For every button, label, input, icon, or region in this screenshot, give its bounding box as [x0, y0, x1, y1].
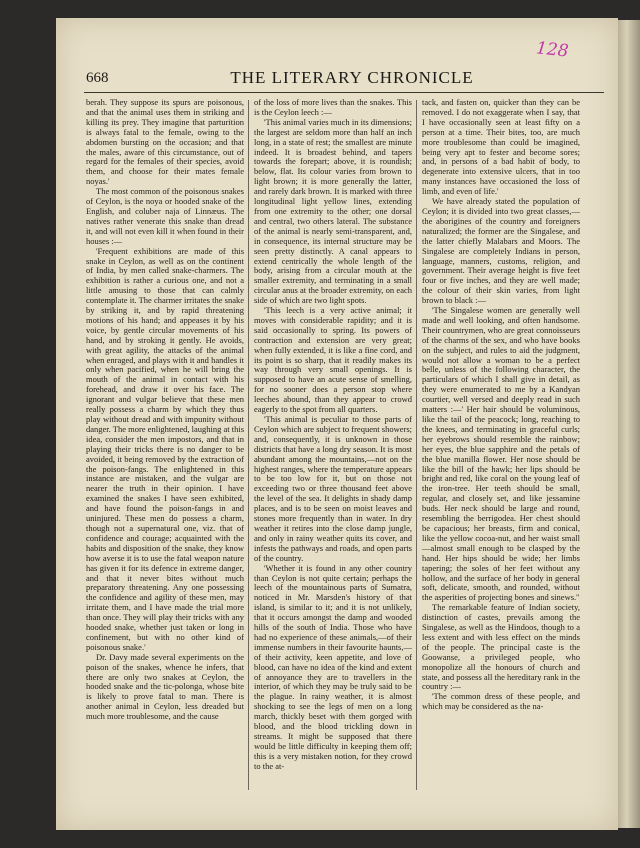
paragraph: 'The Singalese women are generally well made and well looking, and often handsome. Their countrymen, who are great connoisseurs of the charms of the sex, and who have books on the subject, and rules to aid the judgment, would not allow a woman to be a perfect belle, unless of the following character, the particulars of which I shall give in detail, as they were enumerated to me by a Kandyan courtier, well versed and deeply read in such matters :—' Her hair should be voluminous, like the tail of the peacock; long, reaching to the knees, and terminating in graceful curls; her eyebrows should resemble the rainbow; her eyes, the blue sapphire and the petals of the blue manilla flower. Her nose should be like the bill of the hawk; her lips should be bright and red, like coral on the young leaf of the iron-tree. Her teeth should be small, regular, and closely set, and like jessamine buds. Her neck should be large and round, resembling the berrigodea. Her chest should be capacious; her breasts, firm and conical, like the yellow cocoa-nut, and her waist small—almost small enough to be clasped by the hand. Her hips should be wide; her limbs tapering; the soles of her feet without any hollow, and the surface of her body in general soft, delicate, smooth, and rounded, without the asperities of projecting bones and sinews.'' [422, 305, 580, 603]
paragraph: tack, and fasten on, quicker than they can be removed. I do not exaggerate when I say, that I have occasionally seen at least fifty on a person at a time. Their bites, too, are much more troublesome than could be imagined, being very apt to fester and become sores; and, in persons of a bad habit of body, to degenerate into extensive ulcers, that in too many instances have occasioned the loss of limb, and even of life.' [422, 97, 580, 197]
paragraph: 'Frequent exhibitions are made of this snake in Ceylon, as well as on the continent of India, by men called snake-charmers. The exhibition is rather a curious one, and not a little amusing to those that can calmly contemplate it. The charmer irritates the snake by striking it, and by rapid threatening motions of his hand; and appeases it by his voice, by gentle circular movements of his hand, and by stroking it gently. He avoids, with great agility, the attacks of the animal when enraged, and plays with it and handles it only when pacified, when he will bring the mouth of the animal in contact with his forehead, and draw it over his face. The ignorant and vulgar believe that these men really possess a charm by which they thus play without dread and with impunity without danger. The more enlightened, laughing at this idea, consider the men impostors, and that in playing their tricks there is no danger to be avoided, it being removed by the extraction of the poison-fangs. The enlightened in this instance are mistaken, and the vulgar are nearer the truth in their opinion. I have examined the snakes I have seen exhibited, and have found the poison-fangs in and uninjured. These men do possess a charm, though not a supernatural one, viz. that of confidence and courage; acquainted with the habits and disposition of the snake, they know how averse it is to use the fatal weapon nature has given it for its defence in extreme danger, and that it never bites without much preparatory threatening. Any one possessing the confidence and agility of these men, may irritate them, and I have made the trial more than once. They will play their tricks with any hooded snake, whether just taken or long in confinement, but with no other kind of poisonous snake.' [86, 245, 244, 652]
paragraph: 'Whether it is found in any other country than Ceylon is not quite certain; perhaps the leech of the mountainous parts of Sumatra, noticed in Mr. Marsden's history of that island, is similar to it; and it is not unlikely, that it occurs amongst the damp and wooded hills of the south of India. Those who have had no experience of these animals,—of their immense numbers in their favourite haunts,—of their activity, keen appetite, and love of blood, can have no idea of the kind and extent of annoyance they are to travellers in the interior, of which they may be truly said to be the plague. In rainy weather, it is almost shocking to see the legs of men on a long march, thickly beset with them gorged with blood, and the blood trickling down in streams. It might be supposed that there would be little difficulty in keeping them off; this is a very mistaken notion, for they crowd to the at- [254, 562, 412, 771]
paragraph: of the loss of more lives than the snakes. This is the Ceylon leech :— [254, 97, 412, 117]
page-number: 668 [86, 70, 109, 86]
header-rule [84, 92, 604, 93]
text-column-3 [422, 98, 580, 712]
handwritten-annotation: 128 [535, 38, 570, 62]
paragraph: 'This leech is a very active animal; it moves with considerable rapidity; and it is said occasionally to spring. Its powers of contraction and extension are very great; when fully extended, it is like a fine cord, and its point is so sharp, that it readily makes its way through very small openings. It is supposed to have an acute sense of smelling, for no sooner does a person stop where leeches abound, than they appear to crowd eagerly to the spot from all quarters. [254, 305, 412, 415]
paragraph: 'The common dress of these people, and which may be considered as the na- [422, 691, 580, 712]
paragraph: Dr. Davy made several experiments on the poison of the snakes, whence he infers, that there are only two snakes at Ceylon, the hooded snake and the tic-polonga, whose bite is likely to prove fatal to man. There is another animal in Ceylon, less dreaded but much more troublesome, and the cause [86, 651, 244, 722]
paragraph: 'This animal varies much in its dimensions; the largest are seldom more than half an inch long, in a state of rest; the smallest are minute indeed. It is broadest behind, and tapers towards the forepart; above, it is roundish; below, flat. Its colour varies from brown to light brown; it is more generally the latter, and rarely dark brown. It is marked with three longitudinal light yellow lines, extending from one extremity to the other; one dorsal and central, two others lateral. The substance of the animal is nearly semi-transparent, and, in consequence, its internal structure may be seen pretty distinctly. A canal appears to extend centrically the whole length of the body, arising from a circular mouth at the smaller extremity, and terminating in a small circular anus at the broader extremity, on each side of which are two light spots. [254, 116, 412, 306]
paragraph: berah. They suppose its spurs are poisonous, and that the animal uses them in striking and killing its prey. They imagine that parturition is always fatal to the female, owing to the abdomen bursting on the occasion; and that the males, aware of this circumstance, out of regard for the females of their species, avoid them, and choose for their mates female noyas.' [86, 97, 244, 187]
paragraph: The remarkable feature of Indian society, distinction of castes, prevails among the Singalese, as well as the Hindoos, though to a less extent and with less effect on the minds of the people. The principal caste is the Goowanse, a privileged people, who monopolize all the honours of church and state, and possess all the hereditary rank in the country :— [422, 602, 580, 692]
paragraph: The most common of the poisonous snakes of Ceylon, is the noya or hooded snake of the English, and coluber naja of Linnæus. The natives rather venerate this snake than dread it, and will not even kill it when found in their houses :— [86, 186, 244, 246]
page-title: THE LITERARY CHRONICLE [230, 68, 474, 87]
paragraph: 'This animal is peculiar to those parts of Ceylon which are subject to frequent showers; and, consequently, it is unknown in those districts that have a long dry season. It is most abundant among the mountains,—not on the highest ranges, where the temperature appears to be too low for it, but on those not exceeding two or three thousand feet above the level of the sea. It delights in shady damp places, and is to be seen on moist leaves and stones more frequently than in water. In dry weather it retires into the close damp jungle, and only in rainy weather quits its cover, and infests the pathways and roads, and open parts of the country. [254, 414, 412, 563]
text-column-1 [86, 98, 244, 722]
column-divider [248, 100, 249, 790]
page-edge [618, 20, 640, 828]
book-page [56, 18, 618, 830]
paragraph: We have already stated the population of Ceylon; it is divided into two great classes,—the aborigines of the country and foreigners naturalized; the former are the Singalese, and the latter chiefly Malabars and Moors. The Singalese are completely Indians in person, language, manners, customs, religion, and government. Their average height is five feet four or five inches, and they are well made; the colour of their skin varies, from light brown to black :— [422, 196, 580, 306]
text-column-2 [254, 98, 412, 772]
column-divider [416, 100, 417, 790]
